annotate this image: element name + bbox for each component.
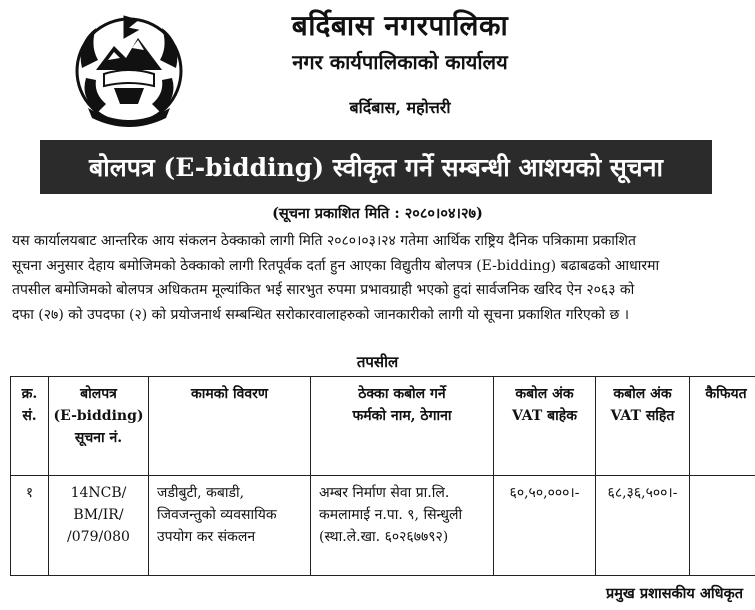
header-text: VAT सहित <box>610 408 675 424</box>
notice-body <box>12 229 742 327</box>
table-row <box>11 476 755 576</box>
header-text: क्र. <box>21 386 38 402</box>
cell-text: 14NCB/ <box>70 485 127 501</box>
body-line: यस कार्यालयबाट आन्तरिक आय संकलन ठेक्काको लागी मिति २०८०।०३।२४ गतेमा आर्थिक राष्ट्रिय दैनिक पत्रिकामा प्रकाशित <box>12 233 637 249</box>
cell-amount-inc-vat: ६८,३६,५००।- <box>596 476 690 576</box>
cell-bidder <box>311 476 494 576</box>
notice-title: बोलपत्र (E-bidding) स्वीकृत गर्ने सम्बन्धी आशयको सूचना <box>89 153 663 182</box>
cell-work-description <box>149 476 311 576</box>
cell-bid-no <box>49 476 149 576</box>
cell-text: उपयोग कर संकलन <box>157 529 256 545</box>
municipality-name: बर्दिबास नगरपालिका <box>291 9 509 42</box>
cell-amount-ex-vat: ६०,५०,०००।- <box>494 476 596 576</box>
header-text: VAT बाहेक <box>512 408 577 424</box>
header-text: कैफियत <box>705 386 747 402</box>
cell-text: जडीबुटी, कबाडी, <box>157 485 245 501</box>
header-amount-inc-vat <box>596 377 690 476</box>
header-sn <box>11 377 49 476</box>
publish-date: (सूचना प्रकाशित मिति : २०८०।०४।२७) <box>272 205 483 222</box>
cell-text: (स्था.ले.खा. ६०२६७७९२) <box>319 529 449 545</box>
header-text: सं. <box>22 408 37 424</box>
header-bidder <box>311 377 494 476</box>
header-remarks <box>690 377 755 476</box>
body-line: दफा (२७) को उपदफा (२) को प्रयोजनार्थ सम्बन्धित सरोकारवालाहरुको जानकारीको लागी यो सूचना प्रकाशित गरिएको छ । <box>12 306 630 323</box>
body-line: सूचना अनुसार देहाय बमोजिमको ठेक्काको लागी रितपूर्वक दर्ता हुन आएका विद्युतीय बोलपत्र (E-bidding) बढाबढको आधारमा <box>12 257 660 274</box>
cell-text: जिवजन्तुको व्यवसायिक <box>157 507 277 523</box>
header-text: (E-bidding) <box>53 408 144 424</box>
header-text: फर्मको नाम, ठेगाना <box>352 408 452 424</box>
header-text: कबोल अंक <box>613 386 672 402</box>
cell-text: /079/080 <box>67 529 130 545</box>
notice-title-banner <box>40 140 712 194</box>
header-text: ठेक्का कबोल गर्ने <box>358 386 446 402</box>
header-text: कबोल अंक <box>515 386 574 402</box>
cell-sn: १ <box>11 476 49 576</box>
header-text: कामको विवरण <box>190 386 269 402</box>
schedule-heading: तपसील <box>356 353 399 371</box>
office-address: बर्दिबास, महोत्तरी <box>349 98 451 117</box>
header-text: बोलपत्र <box>80 386 117 402</box>
cell-text: अम्बर निर्माण सेवा प्रा.लि. <box>319 485 450 501</box>
header-bid-no <box>49 377 149 476</box>
header-text: सूचना नं. <box>74 430 123 446</box>
table-header-row <box>11 377 755 476</box>
cell-text: कमलामाई न.पा. ९, सिन्धुली <box>319 507 463 523</box>
office-name: नगर कार्यपालिकाको कार्यालय <box>292 50 508 74</box>
bid-schedule-table <box>10 376 755 576</box>
signatory-title: प्रमुख प्रशासकीय अधिकृत <box>606 585 743 602</box>
cell-remarks <box>690 476 755 576</box>
cell-text: BM/IR/ <box>73 507 124 523</box>
government-emblem-icon <box>68 8 190 130</box>
body-line: तपसील बमोजिमको बोलपत्र अधिकतम मूल्यांकित भई सारभुत रुपमा प्रभावग्राही भएको हुदां सार्वजनिक खरिद ऐन २०६३ को <box>12 282 635 298</box>
header-amount-ex-vat <box>494 377 596 476</box>
header-work-description <box>149 377 311 476</box>
